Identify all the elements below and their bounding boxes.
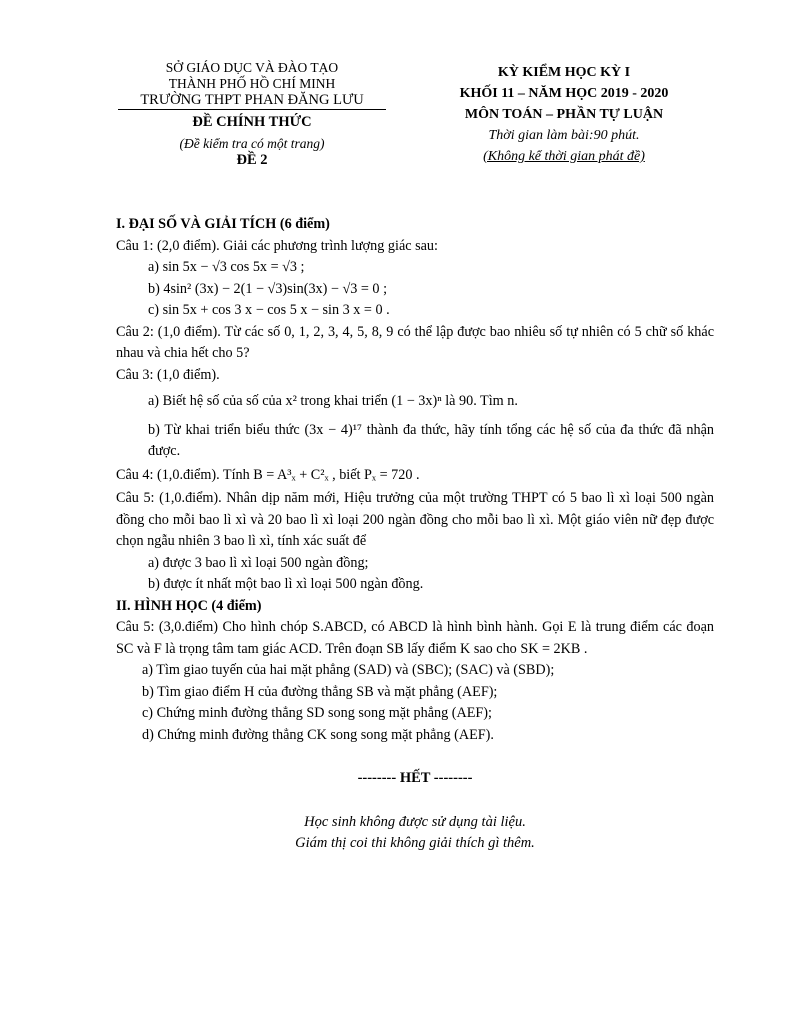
footer-notes [116,812,714,854]
school-name: TRƯỜNG THPT PHAN ĐĂNG LƯU [140,92,364,108]
question-3: Câu 3: (1,0 điểm). [116,366,220,383]
geometry-question-d: d) Chứng minh đường thẳng CK song song mặt phẳng (AEF). [142,726,494,743]
exam-code: ĐỀ 2 [236,152,268,168]
exam-subject: MÔN TOÁN – PHẦN TỰ LUẬN [464,107,664,122]
department-name: SỞ GIÁO DỤC VÀ ĐÀO TẠO [165,60,339,75]
page-note: (Đề kiểm tra có một trang) [179,136,325,151]
footer-line-2: Giám thị coi thi không giải thích gì thêm. [295,835,535,851]
question-1a: a) sin 5x − √3 cos 5x = √3 ; [148,259,305,275]
end-marker: -------- HẾT -------- [357,770,473,786]
exam-time: Thời gian làm bài:90 phút. [488,128,640,143]
geometry-question-a: a) Tìm giao tuyến của hai mặt phẳng (SAD) và (SBC); (SAC) và (SBD); [142,662,555,678]
geometry-question-b: b) Tìm giao điểm H của đường thẳng SB và mặt phẳng (AEF); [142,683,498,700]
question-1: Câu 1: (2,0 điểm). Giải các phương trình lượng giác sau: [116,237,438,254]
exam-grade: KHỐI 11 – NĂM HỌC 2019 - 2020 [459,86,669,101]
geometry-question: Câu 5: (3,0.điểm) Cho hình chóp S.ABCD, có ABCD là hình bình hành. Gọi E là trung điểm các đoạn SC và F là trọng tâm tam giác ACD. Trên đoạn SB lấy điểm K sao cho SK = 2KB . [116,619,714,657]
exam-content [116,214,714,746]
footer-line-1: Học sinh không được sử dụng tài liệu. [304,814,526,830]
question-5b: b) được ít nhất một bao lì xì loại 500 ngàn đồng. [148,576,424,592]
section-1-title: I. ĐẠI SỐ VÀ GIẢI TÍCH (6 điểm) [116,216,330,232]
exam-title: KỲ KIỂM HỌC KỲ I [497,65,631,80]
question-5: Câu 5: (1,0.điểm). Nhân dịp năm mới, Hiệu trưởng của một trường THPT có 5 bao lì xì loại 500 ngàn đồng cho mỗi bao lì xì và 20 bao lì xì loại 200 ngàn đồng cho mỗi bao lì xì. Một giáo viên nữ đẹp được chọn ngẫu nhiên 3 bao lì xì, tính xác suất để [116,490,714,549]
question-2: Câu 2: (1,0 điểm). Từ các số 0, 1, 2, 3, 4, 5, 8, 9 có thể lập được bao nhiêu số tự nhiên có 5 chữ số khác nhau và chia hết cho 5? [116,323,714,361]
geometry-question-c: c) Chứng minh đường thẳng SD song song mặt phẳng (AEF); [142,705,492,721]
question-1b: b) 4sin² (3x) − 2(1 − √3)sin(3x) − √3 = 0 ; [148,280,388,297]
question-3b: b) Từ khai triển biểu thức (3x − 4)¹⁷ thành đa thức, hãy tính tổng các hệ số của đa thức đã nhận được. [148,421,714,459]
header-divider [118,109,386,110]
exam-time-note: (Không kể thời gian phát đề) [483,149,645,164]
question-1c: c) sin 5x + cos 3 x − cos 5 x − sin 3 x = 0 . [148,302,390,318]
question-3a: a) Biết hệ số của số của x² trong khai triển (1 − 3x)ⁿ là 90. Tìm n. [148,393,518,409]
city-name: THÀNH PHỐ HỒ CHÍ MINH [168,76,336,91]
section-2-title: II. HÌNH HỌC (4 điểm) [116,597,262,614]
question-4: Câu 4: (1,0.điểm). Tính B = A³ₓ + C²ₓ , biết Pₓ = 720 . [116,466,420,483]
header-right [418,62,710,167]
question-5a: a) được 3 bao lì xì loại 500 ngàn đồng; [148,554,369,571]
official-label: ĐỀ CHÍNH THỨC [192,114,312,130]
header-left [118,60,386,168]
